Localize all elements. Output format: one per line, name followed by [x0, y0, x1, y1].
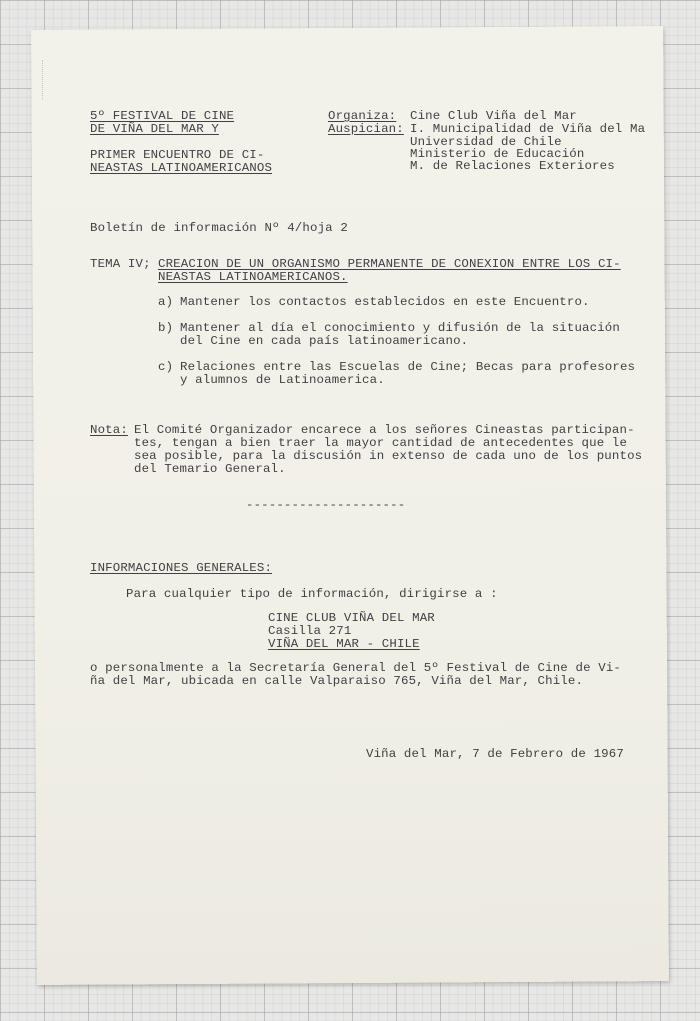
festival-title-line2: DE VIÑA DEL MAR Y — [90, 122, 219, 136]
encuentro-title-line2: NEASTAS LATINOAMERICANOS — [90, 161, 273, 175]
auspician-value: Universidad de Chile — [410, 135, 562, 149]
item-text: Mantener al día el conocimiento y difusión de la situación — [180, 321, 620, 335]
item-text: Mantener los contactos establecidos en este Encuentro. — [180, 295, 590, 309]
encuentro-title-line1: PRIMER ENCUENTRO DE CI- — [90, 148, 265, 162]
festival-title-line1: 5º FESTIVAL DE CINE — [90, 109, 235, 123]
nota-text: del Temario General. — [134, 462, 286, 476]
auspician-label: Auspician: — [328, 122, 404, 136]
address-line: Casilla 271 — [268, 624, 352, 638]
auspician-value: M. de Relaciones Exteriores — [410, 159, 615, 173]
date-line: Viña del Mar, 7 de Febrero de 1967 — [366, 747, 624, 761]
personal-line: ña del Mar, ubicada en calle Valparaiso 765, Viña del Mar, Chile. — [90, 674, 584, 688]
tema-title-line1: CREACION DE UN ORGANISMO PERMANENTE DE CONEXION ENTRE LOS CI- — [158, 257, 621, 271]
address-line: CINE CLUB VIÑA DEL MAR — [268, 611, 435, 625]
organiza-value: Cine Club Viña del Mar — [410, 109, 577, 123]
item-text: Relaciones entre las Escuelas de Cine; Becas para profesores — [180, 360, 636, 374]
item-marker: b) — [158, 321, 174, 335]
personal-line: o personalmente a la Secretaría General del 5º Festival de Cine de Vi- — [90, 661, 621, 675]
nota-text: tes, tengan a bien traer la mayor cantidad de antecedentes que le — [134, 436, 628, 450]
nota-label: Nota: — [90, 423, 128, 437]
auspician-value: I. Municipalidad de Viña del Ma — [410, 122, 646, 136]
tema-label: TEMA IV; — [90, 257, 151, 271]
paper-punch-mark — [34, 60, 43, 100]
address-line: VIÑA DEL MAR - CHILE — [268, 637, 420, 651]
tema-title-line2: NEASTAS LATINOAMERICANOS. — [158, 270, 348, 284]
item-text: y alumnos de Latinoamerica. — [180, 373, 385, 387]
item-text: del Cine en cada país latinoamericano. — [180, 334, 469, 348]
boletin-line: Boletín de información Nº 4/hoja 2 — [90, 221, 348, 235]
informaciones-heading: INFORMACIONES GENERALES: — [90, 561, 273, 575]
nota-text: sea posible, para la discusión in extenso de cada uno de los puntos — [134, 449, 643, 463]
organiza-label: Organiza: — [328, 109, 397, 123]
informaciones-intro: Para cualquier tipo de información, dirigirse a : — [126, 587, 498, 601]
item-marker: c) — [158, 360, 174, 374]
item-marker: a) — [158, 295, 174, 309]
auspician-value: Ministerio de Educación — [410, 147, 585, 161]
nota-text: El Comité Organizador encarece a los señores Cineastas participan- — [134, 423, 635, 437]
separator-line: --------------------- — [246, 498, 406, 512]
